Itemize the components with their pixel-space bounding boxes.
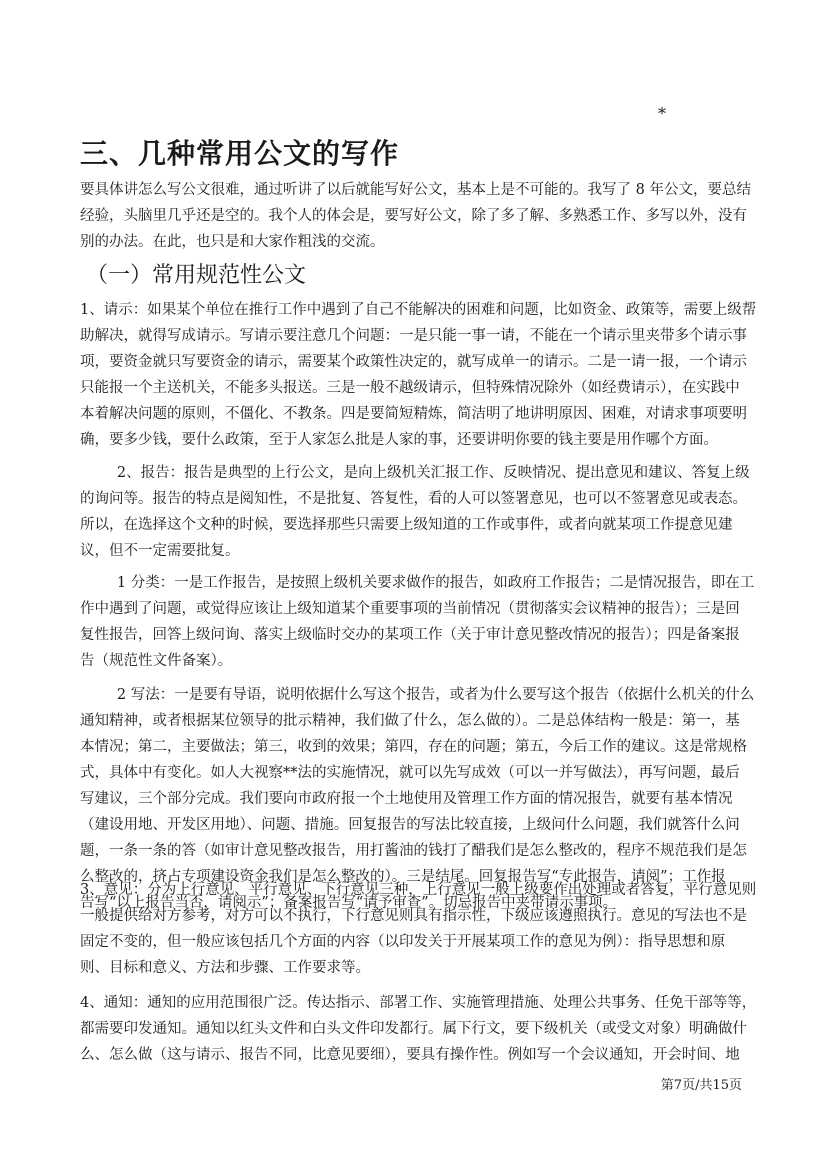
text-line: 一般提供给对方参考，对方可以不执行，下行意见则具有指示性，下级应该遵照执行。意见的写法也不是 [80, 908, 747, 924]
text-line: 的询问等。报告的特点是阅知性，不是批复、答复性，看的人可以签署意见，也可以不签署意见或表态。 [80, 491, 747, 507]
paragraph-request [80, 297, 757, 453]
text-line: 经验，头脑里几乎还是空的。我个人的体会是，要写好公文，除了多了解、多熟悉工作、多写以外，没有 [80, 208, 747, 224]
page-title: 三、几种常用公文的写作 [80, 137, 400, 170]
text-line: 1 分类：一是工作报告，是按照上级机关要求做作的报告，如政府工作报告；二是情况报告，即在工 [80, 575, 755, 591]
text-line: 议，但不一定需要批复。 [80, 543, 240, 559]
text-line: 助解决，就得写成请示。写请示要注意几个问题：一是只能一事一请，不能在一个请示里夹带多个请示事 [80, 328, 747, 344]
page-marker: * [658, 104, 666, 123]
paragraph-opinion [80, 877, 757, 981]
text-line: 写建议，三个部分完成。我们要向市政府报一个土地使用及管理工作方面的情况报告，就要有基本情况 [80, 791, 733, 807]
text-line: 固定不变的，但一般应该包括几个方面的内容（以印发关于开展某项工作的意见为例）：指导思想和原 [80, 934, 726, 950]
text-line: 作中遇到了问题，或觉得应该让上级知道某个重要事项的当前情况（贯彻落实会议精神的报告）；三是回 [80, 601, 740, 617]
paragraph-intro [80, 177, 752, 255]
text-line: 别的办法。在此，也只是和大家作粗浅的交流。 [80, 234, 385, 250]
text-line: 告写“以上报告当否，请阅示”；备案报告写“请予审查”。切忌报告中夹带请示事项。 [80, 895, 618, 911]
text-line: 项，要资金就只写要资金的请示，需要某个政策性决定的，就写成单一的请示。二是一请一报，一个请示 [80, 354, 747, 370]
paragraph-notice [80, 990, 757, 1068]
text-line: 么整改的，挤占专项建设资金我们是怎么整改的）。三是结尾。回复报告写“专此报告，请阅”；工作报 [80, 869, 726, 885]
text-line: 确，要多少钱，要什么政策，至于人家怎么批是人家的事，还要讲明你要的钱主要是用作哪个方面。 [80, 432, 718, 448]
text-line: 通知精神，或者根据某位领导的批示精神，我们做了什么，怎么做的）。二是总体结构一般是：第一，基 [80, 713, 740, 729]
page-number: 第7页/共15页 [660, 1078, 742, 1093]
text-line: 复性报告，回答上级问询、落实上级临时交办的某项工作（关于审计意见整改情况的报告）；四是备案报 [80, 627, 740, 643]
text-line: 本着解决问题的原则，不僵化、不教条。四是要简短精炼，简洁明了地讲明原因、困难，对请求事项要明 [80, 406, 747, 422]
text-line: 2 写法：一是要有导语，说明依据什么写这个报告，或者为什么要写这个报告（依据什么机关的什么 [80, 687, 755, 703]
text-line: 4、通知：通知的应用范围很广泛。传达指示、部署工作、实施管理措施、处理公共事务、任免干部等等， [80, 995, 757, 1011]
text-line: 2、报告：报告是典型的上行公文，是向上级机关汇报工作、反映情况、提出意见和建议、答复上级 [80, 465, 750, 481]
section-heading: （一）常用规范性公文 [86, 263, 307, 288]
text-line: 3、意见：分为上行意见、平行意见、下行意见三种，上行意见一般上级要作出处理或者答复，平行意见则 [80, 882, 757, 898]
text-line: 则、目标和意义、方法和步骤、工作要求等。 [80, 960, 370, 976]
text-line: 只能报一个主送机关，不能多头报送。三是一般不越级请示，但特殊情况除外（如经费请示），在实践中 [80, 380, 740, 396]
text-line: 所以，在选择这个文种的时候，要选择那些只需要上级知道的工作或事件，或者向就某项工作提意见建 [80, 517, 733, 533]
paragraph-report [80, 460, 752, 564]
text-line: 告（规范性文件备案）。 [80, 653, 233, 669]
text-line: 么、怎么做（这与请示、报告不同，比意见要细），要具有操作性。例如写一个会议通知，开会时间、地 [80, 1047, 740, 1063]
text-line: 式，具体中有变化。如人大视察**法的实施情况，就可以先写成效（可以一并写做法），再写问题，最后 [80, 765, 740, 781]
text-line: （建设用地、开发区用地）、问题、措施。回复报告的写法比较直接，上级问什么问题，我们就答什么问 [80, 817, 740, 833]
text-line: 本情况；第二，主要做法；第三，收到的效果；第四，存在的问题；第五，今后工作的建议。这是常规格 [80, 739, 747, 755]
text-line: 1、请示：如果某个单位在推行工作中遇到了自己不能解决的困难和问题，比如资金、政策等，需要上级帮 [80, 302, 757, 318]
paragraph-report-types [80, 570, 755, 674]
text-line: 都需要印发通知。通知以红头文件和白头文件印发都行。属下行文，要下级机关（或受文对象）明确做什 [80, 1021, 747, 1037]
text-line: 题，一条一条的答（如审计意见整改报告，用打酱油的钱打了醋我们是怎么整改的，程序不规范我们是怎 [80, 843, 747, 859]
text-line: 要具体讲怎么写公文很难，通过听讲了以后就能写好公文，基本上是不可能的。我写了 8 年公文，要总结 [80, 182, 751, 198]
